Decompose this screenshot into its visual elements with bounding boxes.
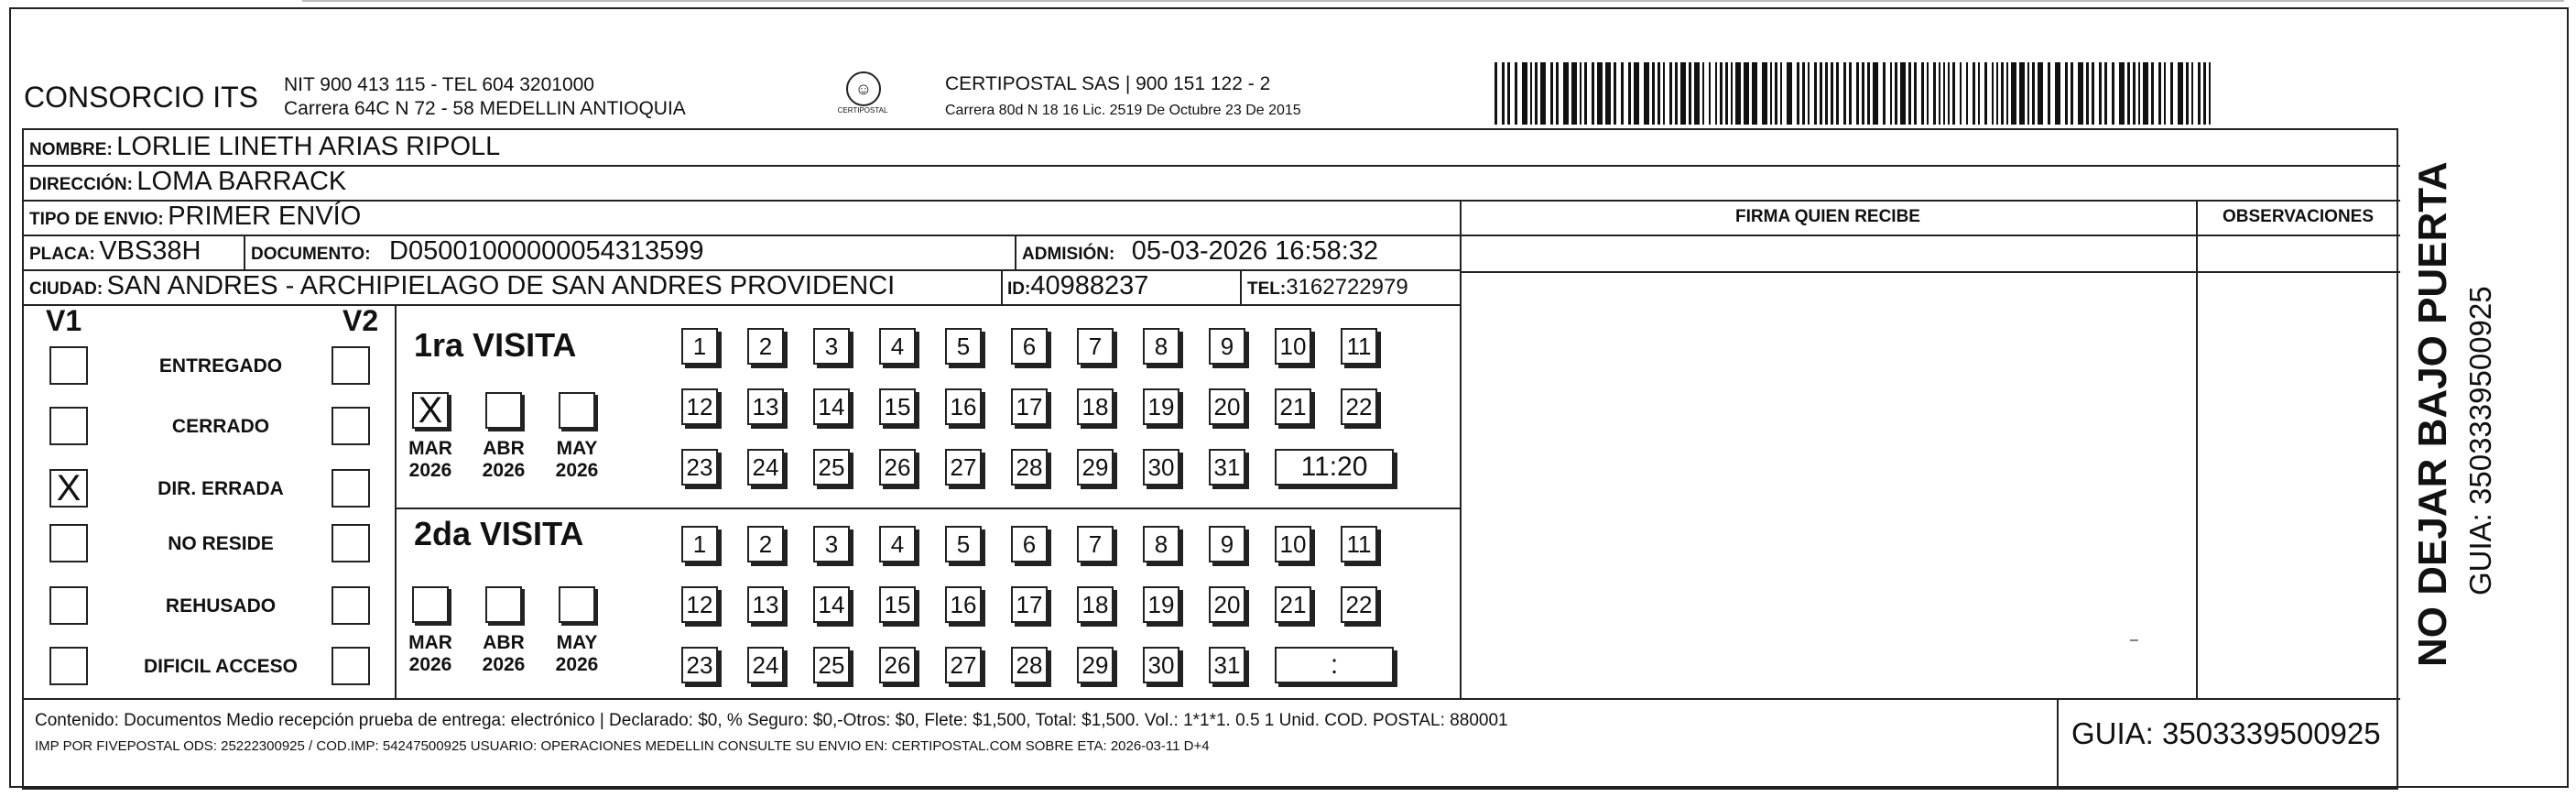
barcode-bar xyxy=(1580,62,1581,125)
tipo-envio-value: PRIMER ENVÍO xyxy=(168,202,362,231)
barcode-bar xyxy=(1735,62,1741,125)
barcode-bar xyxy=(1862,62,1864,125)
visit2-month-label xyxy=(476,632,531,676)
company-info xyxy=(284,73,686,121)
barcode-bar xyxy=(1644,62,1649,125)
month-year: 2026 xyxy=(555,654,599,675)
barcode-bar xyxy=(1709,62,1711,125)
visit1-day-box: 31 xyxy=(1209,449,1245,486)
visit2-month-checkbox xyxy=(412,586,449,623)
month-year: 2026 xyxy=(482,654,526,675)
month-name: MAR xyxy=(408,632,452,653)
barcode-bar xyxy=(1744,62,1749,125)
barcode-bar xyxy=(1495,62,1497,125)
visit2-day-box: 11 xyxy=(1341,526,1377,562)
visit2-day-box: 19 xyxy=(1143,586,1179,623)
status-label: NO RESIDE xyxy=(168,533,274,554)
barcode-bar xyxy=(2119,62,2125,125)
barcode-bar xyxy=(1507,62,1510,125)
id-field xyxy=(1007,271,1148,301)
barcode-bar xyxy=(2164,62,2166,125)
barcode-bar xyxy=(2055,62,2060,125)
barcode-bar xyxy=(1762,62,1767,125)
barcode-bar xyxy=(1680,62,1686,125)
visit2-day-box: 30 xyxy=(1143,647,1179,683)
barcode-bar xyxy=(1996,62,1998,125)
v1-header: V1 xyxy=(46,304,82,337)
visit1-day-box: 18 xyxy=(1077,388,1114,425)
barcode-bar xyxy=(1775,62,1777,125)
observaciones-label: OBSERVACIONES xyxy=(2222,207,2375,226)
barcode-bar xyxy=(2027,62,2029,125)
footer-print-line: IMP POR FIVEPOSTAL ODS: 25222300925 / COD.IMP: 54247500925 USUARIO: OPERACIONES MEDELLIN CONSULTE SU ENVIO EN: CERTIPOSTAL.COM SOBRE ETA: 2026-03-11 D+4 xyxy=(35,738,1210,754)
barcode-bar xyxy=(1908,62,1911,125)
firma-label: FIRMA QUIEN RECIBE xyxy=(1735,207,1920,226)
visit1-day-box: 30 xyxy=(1143,449,1179,486)
visit2-day-box: 5 xyxy=(945,526,982,562)
barcode-bar xyxy=(2086,62,2089,125)
visit2-day-box: 28 xyxy=(1011,647,1048,683)
barcode-bar xyxy=(2006,62,2008,125)
status-v1-checkbox xyxy=(49,407,88,445)
barcode-bar xyxy=(2209,62,2211,125)
tel-field xyxy=(1247,275,1408,300)
nombre-field xyxy=(29,132,500,162)
direccion-field xyxy=(29,167,346,197)
barcode-bar xyxy=(1689,62,1691,125)
documento-field xyxy=(251,236,704,267)
barcode-bar xyxy=(1663,62,1665,125)
visit1-month-checkbox xyxy=(559,392,595,429)
month-year: 2026 xyxy=(555,460,599,481)
barcode-bar xyxy=(1825,62,1828,125)
observaciones-header xyxy=(2196,207,2400,227)
visit2-day-box: 27 xyxy=(945,647,982,683)
visit1-day-box: 5 xyxy=(945,328,982,365)
visit2-time-box: : xyxy=(1275,647,1394,683)
barcode-bar xyxy=(1831,62,1833,125)
month-year: 2026 xyxy=(482,460,526,481)
visit1-day-box: 29 xyxy=(1077,449,1114,486)
visit1-day-box: 6 xyxy=(1011,328,1048,365)
id-label: ID: xyxy=(1007,279,1031,299)
barcode-bar xyxy=(1720,62,1723,125)
status-label: CERRADO xyxy=(171,416,270,437)
visit1-day-box: 24 xyxy=(747,449,784,486)
barcode-bar xyxy=(2151,62,2154,125)
visit2-day-box: 31 xyxy=(1209,647,1245,683)
barcode-bar xyxy=(1530,62,1532,125)
barcode-bar xyxy=(2019,62,2025,125)
barcode-bar xyxy=(1715,62,1717,125)
status-v2-checkbox xyxy=(332,586,370,625)
barcode-bar xyxy=(2032,62,2035,125)
visit1-month-label xyxy=(549,438,604,482)
barcode-bar xyxy=(1900,62,1906,125)
visit1-day-box: 3 xyxy=(813,328,850,365)
visit2-day-box: 10 xyxy=(1275,526,1311,562)
visit1-month-checkbox: X xyxy=(412,392,449,429)
barcode-bar xyxy=(1939,62,1940,125)
visit1-day-box: 25 xyxy=(813,449,850,486)
status-v2-checkbox xyxy=(332,407,370,445)
barcode-bar xyxy=(1820,62,1822,125)
admision-value: 05-03-2026 16:58:32 xyxy=(1131,236,1379,266)
status-v2-checkbox xyxy=(332,647,370,685)
barcode-bar xyxy=(1571,62,1577,125)
barcode-bar xyxy=(1550,62,1553,125)
visit1-day-box: 10 xyxy=(1275,328,1311,365)
col-divider xyxy=(1015,235,1016,269)
col-divider xyxy=(395,304,397,698)
barcode-bar xyxy=(1669,62,1672,125)
visit2-day-box: 20 xyxy=(1209,586,1245,623)
status-v2-checkbox xyxy=(332,469,370,508)
barcode-bar xyxy=(2158,62,2161,125)
row-divider xyxy=(24,304,1460,306)
visit1-day-box: 14 xyxy=(813,388,850,425)
visit2-day-box: 1 xyxy=(681,526,718,562)
status-label: REHUSADO xyxy=(165,595,277,617)
direccion-value: LOMA BARRACK xyxy=(136,167,347,196)
barcode-bar xyxy=(2138,62,2140,125)
barcode-bar xyxy=(1797,62,1799,125)
barcode-bar xyxy=(1973,62,1975,125)
barcode-bar xyxy=(1960,62,1962,125)
visit2-day-box: 2 xyxy=(747,526,784,562)
month-year: 2026 xyxy=(408,460,452,481)
barcode-bar xyxy=(1694,62,1700,125)
documento-value: D05001000000054313599 xyxy=(389,236,704,266)
visit2-day-box: 3 xyxy=(813,526,850,562)
visit1-day-box: 27 xyxy=(945,449,982,486)
barcode-bar xyxy=(1752,62,1757,125)
barcode-bar xyxy=(1948,62,1950,125)
visit2-day-box: 12 xyxy=(681,586,718,623)
visit2-day-box: 7 xyxy=(1077,526,1114,562)
barcode-bar xyxy=(1658,62,1660,125)
footer-guia: GUIA: 3503339500925 xyxy=(2071,716,2381,750)
col-divider xyxy=(1460,200,1462,698)
admision-field xyxy=(1022,236,1378,267)
visit2-day-box: 23 xyxy=(681,647,718,683)
id-value: 40988237 xyxy=(1030,271,1149,300)
barcode-bar xyxy=(1605,62,1611,125)
barcode-bar xyxy=(2178,62,2183,125)
barcode-bar xyxy=(1540,62,1546,125)
barcode-bar xyxy=(1873,62,1878,125)
logo-mark-icon: ☺ xyxy=(846,71,881,106)
documento-label: DOCUMENTO: xyxy=(251,245,371,264)
direccion-label: DIRECCIÓN: xyxy=(29,175,133,194)
barcode-bar xyxy=(1584,62,1587,125)
visit1-day-box: 1 xyxy=(681,328,718,365)
guia-divider xyxy=(2057,700,2060,788)
status-v1-checkbox xyxy=(49,346,88,385)
visit2-day-box: 6 xyxy=(1011,526,1048,562)
visit2-month-checkbox xyxy=(485,586,522,623)
row-divider xyxy=(24,698,2400,700)
visit1-day-box: 28 xyxy=(1011,449,1048,486)
barcode-bar xyxy=(1770,62,1772,125)
visit2-month-label xyxy=(403,632,458,676)
month-name: MAY xyxy=(556,632,598,653)
visit2-day-box: 13 xyxy=(747,586,784,623)
month-year: 2026 xyxy=(408,654,452,675)
col-divider xyxy=(1240,269,1242,304)
nit-line: NIT 900 413 115 - TEL 604 3201000 xyxy=(284,74,594,95)
barcode xyxy=(1495,62,2218,125)
side-guia: GUIA: 3503339500925 xyxy=(2463,286,2497,595)
visit2-day-box: 22 xyxy=(1341,586,1377,623)
visit1-day-box: 16 xyxy=(945,388,982,425)
barcode-bar xyxy=(1535,62,1538,125)
barcode-bar xyxy=(1921,62,1924,125)
barcode-bar xyxy=(1563,62,1569,125)
logo-caption: CERTIPOSTAL xyxy=(837,106,888,115)
barcode-bar xyxy=(1836,62,1839,125)
placa-field xyxy=(29,236,201,267)
visit1-month-checkbox xyxy=(485,392,522,429)
barcode-bar xyxy=(2011,62,2016,125)
barcode-bar xyxy=(2038,62,2043,125)
status-v2-checkbox xyxy=(332,524,370,562)
placa-value: VBS38H xyxy=(99,236,201,266)
ciudad-label: CIUDAD: xyxy=(29,279,103,299)
visit1-day-box: 11 xyxy=(1341,328,1377,365)
month-name: ABR xyxy=(483,438,525,459)
barcode-bar xyxy=(2191,62,2193,125)
barcode-bar xyxy=(1867,62,1870,125)
barcode-bar xyxy=(1927,62,1929,125)
barcode-bar xyxy=(2170,62,2173,125)
visit2-day-box: 25 xyxy=(813,647,850,683)
barcode-bar xyxy=(2104,62,2107,125)
barcode-bar xyxy=(2001,62,2004,125)
barcode-bar xyxy=(1883,62,1886,125)
month-name: MAR xyxy=(408,438,452,459)
barcode-bar xyxy=(2198,62,2201,125)
barcode-bar xyxy=(2065,62,2068,125)
barcode-bar xyxy=(1984,62,1987,125)
barcode-bar xyxy=(2186,62,2189,125)
barcode-bar xyxy=(1634,62,1639,125)
visit2-day-box: 21 xyxy=(1275,586,1311,623)
side-warning: NO DEJAR BAJO PUERTA xyxy=(2410,161,2455,667)
visit2-day-box: 15 xyxy=(879,586,916,623)
visit2-day-box: 24 xyxy=(747,647,784,683)
status-v2-checkbox xyxy=(332,346,370,385)
certipostal-line2: Carrera 80d N 18 16 Lic. 2519 De Octubre 23 De 2015 xyxy=(945,103,1301,118)
row-divider xyxy=(24,165,2400,167)
col-divider xyxy=(2196,200,2198,698)
visit1-day-box: 13 xyxy=(747,388,784,425)
month-name: MAY xyxy=(556,438,598,459)
certipostal-line1: CERTIPOSTAL SAS | 900 151 122 - 2 xyxy=(945,73,1271,94)
barcode-bar xyxy=(1814,62,1817,125)
row-divider xyxy=(24,200,2400,202)
visit1-day-box: 20 xyxy=(1209,388,1245,425)
visit2-day-box: 18 xyxy=(1077,586,1114,623)
top-edge-line xyxy=(302,0,2564,2)
barcode-bar xyxy=(1978,62,1980,125)
barcode-bar xyxy=(1731,62,1733,125)
barcode-bar xyxy=(1502,62,1505,125)
barcode-bar xyxy=(1515,62,1517,125)
barcode-bar xyxy=(2127,62,2130,125)
address-line: Carrera 64C N 72 - 58 MEDELLIN ANTIOQUIA xyxy=(284,98,686,119)
barcode-bar xyxy=(2048,62,2050,125)
barcode-bar xyxy=(2092,62,2094,125)
barcode-bar xyxy=(1849,62,1852,125)
row-divider xyxy=(1460,271,2400,273)
certipostal-logo xyxy=(835,71,890,114)
col-divider xyxy=(244,235,245,269)
barcode-bar xyxy=(1843,62,1846,125)
barcode-bar xyxy=(2143,62,2148,125)
stray-mark: ‒ xyxy=(2130,632,2138,648)
col-divider xyxy=(1001,269,1003,304)
barcode-bar xyxy=(1952,62,1955,125)
barcode-bar xyxy=(1522,62,1527,125)
nombre-value: LORLIE LINETH ARIAS RIPOLL xyxy=(116,132,501,161)
barcode-bar xyxy=(1702,62,1704,125)
visit1-day-box: 19 xyxy=(1143,388,1179,425)
ciudad-field xyxy=(29,271,895,301)
barcode-bar xyxy=(1725,62,1728,125)
nombre-label: NOMBRE: xyxy=(29,140,113,159)
visit1-day-box: 21 xyxy=(1275,388,1311,425)
barcode-bar xyxy=(1628,62,1631,125)
visit2-day-box: 26 xyxy=(879,647,916,683)
status-v1-checkbox xyxy=(49,647,88,685)
status-label: DIR. ERRADA xyxy=(158,478,284,499)
barcode-bar xyxy=(2133,62,2136,125)
status-v1-checkbox xyxy=(49,524,88,562)
tipo-envio-field xyxy=(29,202,361,232)
visit2-day-box: 29 xyxy=(1077,647,1114,683)
month-name: ABR xyxy=(483,632,525,653)
barcode-bar xyxy=(1780,62,1782,125)
visit1-day-box: 17 xyxy=(1011,388,1048,425)
barcode-bar xyxy=(1856,62,1859,125)
barcode-bar xyxy=(1597,62,1603,125)
barcode-bar xyxy=(1966,62,1968,125)
barcode-bar xyxy=(1652,62,1655,125)
barcode-bar xyxy=(1992,62,1994,125)
visit1-day-box: 12 xyxy=(681,388,718,425)
visit2-day-box: 4 xyxy=(879,526,916,562)
barcode-bar xyxy=(2071,62,2073,125)
visit1-day-box: 2 xyxy=(747,328,784,365)
barcode-bar xyxy=(1808,62,1810,125)
firma-header xyxy=(1460,207,2196,227)
visit2-title: 2da VISITA xyxy=(414,515,584,552)
row-divider xyxy=(395,508,1460,509)
status-v1-checkbox xyxy=(49,586,88,625)
barcode-bar xyxy=(1614,62,1616,125)
footer-content-line: Contenido: Documentos Medio recepción prueba de entrega: electrónico | Declarado: $0, % Seguro: $0,-Otros: $0, Flete: $1,500, Total: $1,500. Vol.: 1*1*1. 0.5 1 Unid. COD. POSTAL: 880001 xyxy=(35,711,1508,730)
visit2-day-box: 8 xyxy=(1143,526,1179,562)
admision-label: ADMISIÓN: xyxy=(1022,245,1115,264)
placa-label: PLACA: xyxy=(29,245,95,264)
visit1-time-box: 11:20 xyxy=(1275,449,1394,486)
visit1-month-label xyxy=(403,438,458,482)
visit1-day-box: 15 xyxy=(879,388,916,425)
visit1-day-box: 22 xyxy=(1341,388,1377,425)
v2-header: V2 xyxy=(342,304,379,337)
delivery-form xyxy=(22,128,2398,790)
barcode-bar xyxy=(1914,62,1917,125)
visit1-day-box: 26 xyxy=(879,449,916,486)
visit1-title: 1ra VISITA xyxy=(414,326,577,364)
barcode-bar xyxy=(1933,62,1936,125)
visit2-day-box: 16 xyxy=(945,586,982,623)
tel-value: 3162722979 xyxy=(1286,275,1408,300)
barcode-bar xyxy=(1890,62,1892,125)
barcode-bar xyxy=(2112,62,2114,125)
visit2-day-box: 14 xyxy=(813,586,850,623)
barcode-bar xyxy=(1592,62,1594,125)
status-v1-checkbox: X xyxy=(49,469,88,508)
status-label: DIFICIL ACCESO xyxy=(143,656,298,677)
visit1-day-box: 7 xyxy=(1077,328,1114,365)
barcode-bar xyxy=(1675,62,1678,125)
barcode-bar xyxy=(2099,62,2102,125)
visit1-day-box: 9 xyxy=(1209,328,1245,365)
barcode-bar xyxy=(1621,62,1624,125)
visit1-day-box: 23 xyxy=(681,449,718,486)
visit2-month-checkbox xyxy=(559,586,595,623)
visit2-month-label xyxy=(549,632,604,676)
barcode-bar xyxy=(2203,62,2206,125)
visit1-month-label xyxy=(476,438,531,482)
visit2-day-box: 9 xyxy=(1209,526,1245,562)
barcode-bar xyxy=(2078,62,2083,125)
barcode-bar xyxy=(1556,62,1559,125)
barcode-bar xyxy=(1943,62,1945,125)
ciudad-value: SAN ANDRES - ARCHIPIELAGO DE SAN ANDRES PROVIDENCI xyxy=(106,271,896,300)
barcode-bar xyxy=(1802,62,1805,125)
visit1-day-box: 4 xyxy=(879,328,916,365)
status-label: ENTREGADO xyxy=(158,355,283,377)
barcode-bar xyxy=(1895,62,1897,125)
visit2-day-box: 17 xyxy=(1011,586,1048,623)
barcode-bar xyxy=(1787,62,1792,125)
visit1-day-box: 8 xyxy=(1143,328,1179,365)
brand-name: CONSORCIO ITS xyxy=(24,81,259,114)
tipo-envio-label: TIPO DE ENVIO: xyxy=(29,210,164,229)
tel-label: TEL: xyxy=(1247,279,1287,299)
